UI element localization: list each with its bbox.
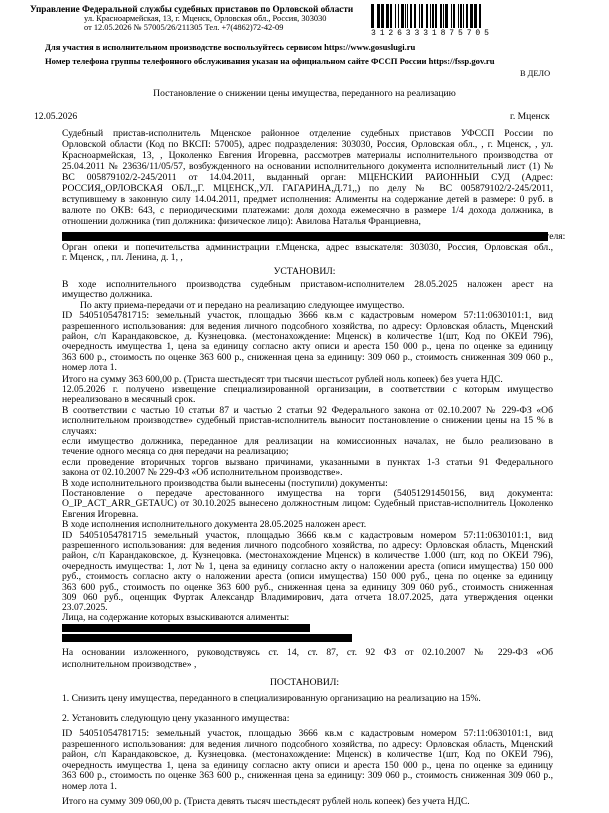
barcode-bar (386, 4, 389, 28)
text-line: 363 600 руб., стоимость по оценке 363 600 руб., сниженная цена за единицу 309 060 руб., стоимость сниженная (62, 582, 553, 593)
barcode-bar (443, 4, 444, 28)
ustanovil-heading: УСТАНОВИЛ: (273, 266, 336, 277)
text-line: нереализовано в месячный срок. (62, 394, 196, 406)
text-line: район, с/п Карандаковское, д. Кузнецовка. (местонахождение: Мценск) в количестве 1(шт, Код по ОКЕИ 796), (62, 332, 553, 342)
vzyskatel-suffix: , в пользу взыскателя: (476, 231, 566, 242)
document-date: 12.05.2026 (34, 111, 78, 122)
barcode-bar (470, 4, 473, 28)
text-line: исполнительном производстве» судебный пристав-исполнитель выносит постановление о снижении цены на 15 % в (62, 416, 553, 427)
text-line: 309 060 руб., оценщик Фуртак Александр Владимирович, дата отчета 18.07.2025, дата утверждения оценки (62, 593, 553, 603)
alimenty-label: Лица, на содержание которых взыскиваются алименты: (62, 612, 290, 623)
text-line: В ходе исполнительного производства были вынесены (поступили) документы: (62, 477, 388, 489)
text-line: разрешенного использования: для ведения личного подсобного хозяйства, по адресу: Орловская область, Мценский (62, 739, 553, 750)
text-line: Красноармейская, 13, , Цоколенко Евгения Игоревна, рассмотрев материалы исполнительного производства от (62, 151, 553, 161)
text-line: ID 54051054781715 земельный участок, площадью 3666 кв.м с кадастровым номером 57:11:0630101:1, вид (62, 530, 553, 541)
barcode-bar (377, 4, 380, 28)
text-line: Итого на сумму 363 600,00 р. (Триста шестьдесят три тысячи шестьсот рублей ноль копеек) без учета НДС. (62, 373, 503, 385)
redacted-recipient-1 (62, 624, 310, 632)
text-line: исполнительном производстве» , (62, 659, 197, 670)
barcode-bar (463, 4, 464, 28)
header-address: ул. Красноармейская, 13, г. Мценск, Орловская обл., Россия, 303030 (84, 14, 327, 23)
barcode-bar (410, 4, 412, 28)
barcode-bar (405, 4, 406, 28)
barcode-bar (395, 4, 396, 28)
text-line: отношении должника (тип должника: физическое лицо): Авилова Наталья Франциевна, (62, 216, 421, 227)
document-title: Постановление о снижении цены имущества, переданного на реализацию (153, 88, 456, 99)
itogo-final: Итого на сумму 309 060,00 р. (Триста девять тысяч шестьдесят рублей ноль копеек) без учета НДС. (62, 796, 470, 807)
text-line: вступившему в законную силу 14.04.2011, предмет исполнения: Алименты на содержание детей в размере: 0 руб. в (62, 195, 553, 205)
barcode-bar (414, 4, 416, 28)
text-line: Постановление о передаче арестованного имущества на торги (54051291450156, вид документа: (62, 489, 553, 499)
text-line: г. Мценск, , пл. Ленина, д. 1, , (62, 252, 183, 264)
text-line: разрешенного использования: для ведения личного подсобного хозяйства, по адресу: Орловская область, Мценский (62, 541, 553, 551)
text-line: 363 600 р., стоимость по оценке 363 600 р., сниженная цена за единицу: 309 060 р., стоимость сниженная 309 060 р., (62, 352, 553, 363)
barcode-bar (460, 4, 462, 28)
barcode-bar (458, 4, 459, 28)
header-org: Управление Федеральной службы судебных приставов по Орловской области (30, 4, 354, 14)
text-line: ВС 005879102/2-245/2011 от 14.04.2011, выданный орган: МЦЕНСКИЙ РАЙОННЫЙ СУД (Адрес: (62, 173, 553, 183)
text-line: На основании изложенного, руководствуясь ст. 14, ст. 87, ст. 92 ФЗ от 02.10.2007 № 229-ФЗ «Об (62, 648, 553, 658)
barcode-number: 31263331875705 (371, 29, 493, 38)
text-line: Судебный пристав-исполнитель Мценское районное отделение судебных приставов УФССП России по (62, 129, 553, 139)
text-line: очередность имущества 1, цена за единицу согласно акту описи и ареста 150 000 р., цена по оценке за единицу (62, 342, 553, 353)
text-line: имущество должника. (62, 289, 153, 301)
barcode-bar (440, 4, 442, 28)
barcode-bar (390, 4, 392, 28)
text-line: если проведение вторичных торгов вызвано причинами, указанными в пунктах 1-3 статьи 91 Федерального (62, 457, 553, 468)
barcode-bar (407, 4, 408, 28)
barcode-bar (432, 4, 434, 28)
text-line: ID 54051054781715: земельный участок, площадью 3666 кв.м с кадастровым номером 57:11:0630101:1, вид (62, 311, 553, 322)
text-line: случаях: (62, 425, 97, 437)
text-line: 25.04.2011 № 23636/11/05/57, возбужденного на основании исполнительного документа исполнительный лист (1) № (62, 162, 553, 172)
text-line: течение одного месяца со дня передачи на реализацию; (62, 446, 289, 458)
text-line: В ходе исполнительного производства судебным приставом-исполнителем 28.05.2025 наложен арест на (62, 280, 553, 290)
text-line: В ходе исполнения исполнительного документа 28.05.2025 наложен арест. (62, 519, 367, 531)
decision-point-1: 1. Снизить цену имущества, переданного в специализированную организацию на реализацию на 15%. (62, 693, 481, 704)
text-line: руб., стоимость согласно акту о наложении ареста (описи имущества) 150 000 руб., цена по оценке за единицу (62, 572, 553, 583)
text-line: O_IP_ACT_ARR_GETAUC) от 30.10.2025 вынесено должностным лицом: Судебный пристав-исполнитель Цоколенко (62, 499, 553, 510)
barcode-bar (430, 4, 431, 28)
text-line: валюте по ОКВ: 643, с периодическими платежами: доля дохода ежемесячно в размере 1/4 дохода должника, в (62, 206, 553, 216)
text-line: ID 54051054781715: земельный участок, площадью 3666 кв.м с кадастровым номером 57:11:0630101:1, вид (62, 729, 553, 739)
text-line: очередность имущества: 1, лот № 1, цена за единицу согласно акту о наложении ареста (описи имущества) 150 000 (62, 561, 553, 572)
barcode-bar (381, 4, 384, 28)
document-city: г. Мценск (510, 111, 550, 122)
barcode-bar (435, 4, 437, 28)
text-line: Орган опеки и попечительства администрации г.Мценска, адрес взыскателя: 303030, Россия, Орловская обл., (62, 243, 553, 253)
text-line: если имущество должника, переданное для реализации на комиссионных началах, не было реализовано в (62, 437, 553, 447)
text-line: В соответствии с частью 10 статьи 87 и частью 2 статьи 92 Федерального закона от 02.10.2007 № 229-ФЗ «Об (62, 405, 553, 416)
text-line: РОССИЯ,,ОРЛОВСКАЯ ОБЛ.,,Г. МЦЕНСК,,УЛ. ГАГАРИНА,Д.71,,) по делу № ВС 005879102/2-245/2011, (62, 184, 553, 194)
barcode-bar (453, 4, 455, 28)
barcode-bar (445, 4, 448, 28)
text-line: Евгения Игоревна. (62, 508, 139, 520)
text-line: закона от 02.10.2007 № 229-ФЗ «Об исполнительном производстве». (62, 467, 343, 479)
text-line: очередность имущества 1, цена за единицу согласно акту описи и ареста 150 000 р., цена по оценке за единицу (62, 760, 553, 771)
barcode-bar (419, 4, 420, 28)
postanovil-heading: ПОСТАНОВИЛ: (269, 677, 340, 688)
redacted-recipient-2 (62, 634, 352, 642)
text-line: 363 600 р., стоимость по оценке 363 600 р., сниженная цена за единицу: 309 060 р., стоимость сниженная 309 060 р., (62, 771, 553, 782)
barcode-bar (401, 4, 404, 28)
barcode-bar (371, 4, 374, 28)
text-line: район, с/п Карандаковское, д. Кузнецовка. (местонахождение Мценск) в количестве 1.000 (шт, код по ОКЕИ 796), (62, 551, 553, 562)
text-line: Орловской области (Код по ВКСП: 57005), адрес подразделения: 303030, Россия, Орловская обл., , г. Мценск, , ул. (62, 140, 553, 150)
barcode-bar (479, 4, 481, 28)
barcode-bar (426, 4, 428, 28)
barcode-bar (398, 4, 399, 28)
text-line: разрешенного использования: для ведения личного подсобного хозяйства, по адресу: Орловская область, Мценский (62, 321, 553, 332)
text-line: 12.05.2026 г. получено извещение специализированной организации, в соответствии с которым имущество (62, 385, 553, 395)
v-delo-mark: В ДЕЛО (520, 69, 551, 78)
text-line: По акту приема-передачи от и передано на реализацию следующее имущество. (80, 299, 405, 311)
barcode-bar (474, 4, 477, 28)
phone-note: Номер телефона группы телефонного обслуживания указан на официальном сайте ФССП России https://fssp.gov.ru (45, 56, 495, 66)
barcode-bar (466, 4, 468, 28)
barcode-bar (451, 4, 452, 28)
gosuslugi-note: Для участия в исполнительном производстве воспользуйтесь сервисом https://www.gosuslugi.ru (45, 42, 416, 52)
text-line: 23.07.2025. (62, 602, 108, 614)
text-line: район, с/п Карандаковское, д. Кузнецовка. (местонахождение: Мценск) в количестве 1(шт, Код по ОКЕИ 796), (62, 750, 553, 761)
barcode-bar (421, 4, 423, 28)
text-line: номер лота 1. (62, 362, 117, 374)
decision-point-2: 2. Установить следующую цену указанного имущества: (62, 713, 290, 724)
text-line: номер лота 1. (62, 781, 117, 792)
barcode-image (371, 4, 553, 28)
header-date-tel: от 12.05.2026 № 57005/26/211305 Тел. +7(4862)72-42-09 (84, 23, 284, 32)
